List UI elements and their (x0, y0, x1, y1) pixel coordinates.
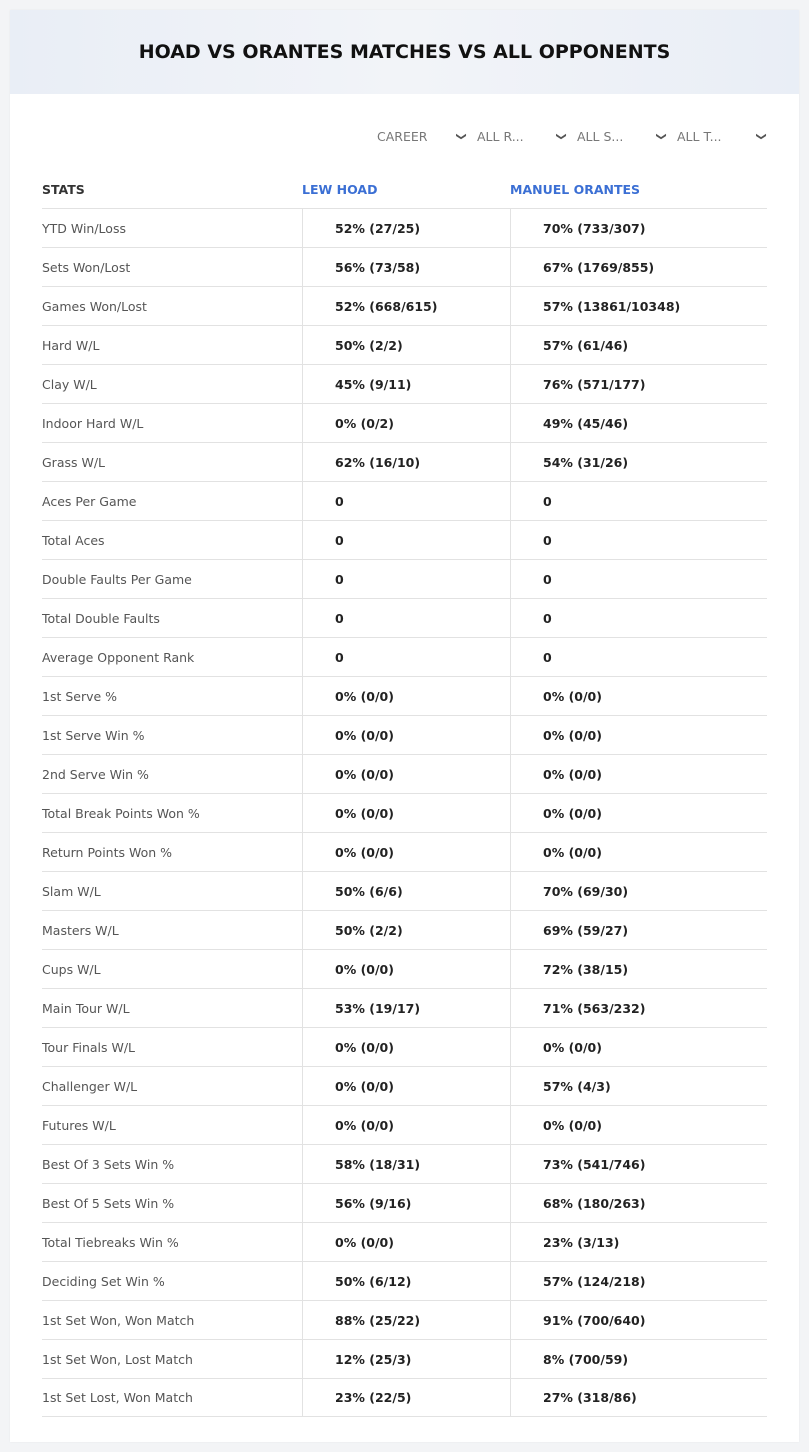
player2-value: 0% (0/0) (510, 1028, 767, 1066)
stat-label: Total Aces (42, 532, 105, 548)
player1-value: 0 (302, 599, 510, 637)
table-row (42, 364, 767, 403)
stat-label: 1st Set Lost, Won Match (42, 1390, 193, 1405)
table-row (42, 910, 767, 949)
table-row (42, 754, 767, 793)
filter-label: ALL S... (577, 128, 624, 144)
table-row (42, 715, 767, 754)
player1-value: 0% (0/0) (302, 950, 510, 988)
career-filter-select[interactable] (367, 126, 467, 146)
player2-value: 57% (13861/10348) (510, 287, 767, 325)
table-row (42, 1300, 767, 1339)
table-row (42, 988, 767, 1027)
stat-label: Indoor Hard W/L (42, 415, 144, 431)
round-filter-select[interactable] (467, 126, 567, 146)
table-row (42, 286, 767, 325)
player2-value: 67% (1769/855) (510, 248, 767, 286)
player1-value: 50% (2/2) (302, 911, 510, 949)
player1-value: 0% (0/0) (302, 1223, 510, 1261)
table-row (42, 1105, 767, 1144)
player2-value: 73% (541/746) (510, 1145, 767, 1183)
player1-value: 0% (0/0) (302, 677, 510, 715)
player2-value: 72% (38/15) (510, 950, 767, 988)
table-row (42, 1027, 767, 1066)
stat-label: 1st Set Won, Won Match (42, 1312, 195, 1328)
player2-value: 71% (563/232) (510, 989, 767, 1027)
player2-value: 68% (180/263) (510, 1184, 767, 1222)
stat-label: 1st Set Won, Lost Match (42, 1351, 193, 1367)
stat-label: Games Won/Lost (42, 298, 147, 314)
player1-value: 88% (25/22) (302, 1301, 510, 1339)
table-row (42, 637, 767, 676)
stat-label: 1st Serve % (42, 688, 118, 704)
stat-label: 1st Serve Win % (42, 727, 145, 743)
stats-card (10, 10, 799, 1442)
stat-label: Deciding Set Win % (42, 1273, 165, 1289)
player2-value: 70% (733/307) (510, 209, 767, 247)
player1-value: 50% (6/12) (302, 1262, 510, 1300)
player2-value: 27% (318/86) (510, 1379, 767, 1416)
table-row (42, 559, 767, 598)
filter-bar (367, 126, 767, 146)
player2-value: 0% (0/0) (510, 1106, 767, 1144)
stat-label: Aces Per Game (42, 493, 137, 509)
stat-label: Futures W/L (42, 1117, 116, 1133)
player1-value: 0 (302, 521, 510, 559)
table-row (42, 832, 767, 871)
tournament-filter-select[interactable] (667, 126, 767, 146)
stat-label: Slam W/L (42, 883, 101, 899)
player1-value: 0% (0/0) (302, 755, 510, 793)
stat-label: Sets Won/Lost (42, 259, 131, 275)
player1-value: 56% (9/16) (302, 1184, 510, 1222)
table-row (42, 793, 767, 832)
player1-value: 0% (0/0) (302, 833, 510, 871)
table-row (42, 247, 767, 286)
player1-value: 12% (25/3) (302, 1340, 510, 1378)
player1-value: 0% (0/0) (302, 1067, 510, 1105)
player2-value: 0 (510, 638, 767, 676)
player1-value: 52% (27/25) (302, 209, 510, 247)
player2-value: 57% (124/218) (510, 1262, 767, 1300)
table-row (42, 1339, 767, 1378)
player2-value: 0% (0/0) (510, 794, 767, 832)
table-row (42, 1261, 767, 1300)
card-header (10, 10, 799, 94)
player2-value: 69% (59/27) (510, 911, 767, 949)
table-row (42, 325, 767, 364)
stat-label: Grass W/L (42, 454, 106, 470)
table-row (42, 1378, 767, 1417)
table-header (42, 170, 767, 208)
stat-label: Tour Finals W/L (42, 1039, 136, 1055)
chevron-down-icon: ❯ (555, 131, 567, 141)
player2-value: 91% (700/640) (510, 1301, 767, 1339)
filter-label: ALL R... (477, 128, 524, 144)
player2-value: 0% (0/0) (510, 755, 767, 793)
player2-value: 0 (510, 521, 767, 559)
stat-label: Double Faults Per Game (42, 571, 192, 587)
table-row (42, 403, 767, 442)
table-row (42, 481, 767, 520)
player1-value: 23% (22/5) (302, 1379, 510, 1416)
player2-value: 49% (45/46) (510, 404, 767, 442)
player1-value: 58% (18/31) (302, 1145, 510, 1183)
player2-value: 0 (510, 599, 767, 637)
stat-label: 2nd Serve Win % (42, 766, 149, 782)
stat-label: Total Tiebreaks Win % (42, 1234, 179, 1250)
stat-label: Main Tour W/L (42, 1000, 130, 1016)
player2-value: 8% (700/59) (510, 1340, 767, 1378)
table-row (42, 598, 767, 637)
surface-filter-select[interactable] (567, 126, 667, 146)
table-row (42, 208, 767, 247)
player2-value: 0 (510, 560, 767, 598)
stat-label: Total Break Points Won % (42, 805, 200, 821)
stat-label: Total Double Faults (42, 610, 160, 626)
player1-value: 0 (302, 482, 510, 520)
player2-value: 0 (510, 482, 767, 520)
table-row (42, 1144, 767, 1183)
table-row (42, 1066, 767, 1105)
player2-value: 54% (31/26) (510, 443, 767, 481)
chevron-down-icon: ❯ (755, 131, 767, 141)
player1-value: 53% (19/17) (302, 989, 510, 1027)
stat-label: Hard W/L (42, 337, 100, 353)
player2-value: 0% (0/0) (510, 833, 767, 871)
player1-value: 0% (0/0) (302, 794, 510, 832)
player1-value: 50% (2/2) (302, 326, 510, 364)
player2-value: 57% (61/46) (510, 326, 767, 364)
player1-value: 0% (0/2) (302, 404, 510, 442)
stat-label: Challenger W/L (42, 1078, 138, 1094)
table-row (42, 949, 767, 988)
stat-label: Average Opponent Rank (42, 649, 195, 665)
filter-label: CAREER (377, 128, 428, 144)
stats-table (42, 208, 767, 1417)
table-row (42, 1183, 767, 1222)
stats-column-header: STATS (42, 181, 85, 197)
stat-label: Best Of 3 Sets Win % (42, 1156, 175, 1172)
table-row (42, 871, 767, 910)
table-row (42, 520, 767, 559)
stat-label: Return Points Won % (42, 844, 173, 860)
player1-value: 50% (6/6) (302, 872, 510, 910)
table-row (42, 442, 767, 481)
player1-value: 0% (0/0) (302, 716, 510, 754)
stat-label: YTD Win/Loss (42, 220, 126, 236)
player2-value: 76% (571/177) (510, 365, 767, 403)
player2-value: 0% (0/0) (510, 677, 767, 715)
player1-value: 0% (0/0) (302, 1106, 510, 1144)
player1-value: 0% (0/0) (302, 1028, 510, 1066)
player1-value: 62% (16/10) (302, 443, 510, 481)
player1-value: 0 (302, 638, 510, 676)
player2-value: 70% (69/30) (510, 872, 767, 910)
chevron-down-icon: ❯ (655, 131, 667, 141)
table-row (42, 676, 767, 715)
player1-value: 56% (73/58) (302, 248, 510, 286)
player1-value: 0 (302, 560, 510, 598)
player2-value: 57% (4/3) (510, 1067, 767, 1105)
filter-label: ALL T... (677, 128, 722, 144)
stat-label: Best Of 5 Sets Win % (42, 1195, 175, 1211)
player2-value: 23% (3/13) (510, 1223, 767, 1261)
page-title: HOAD VS ORANTES MATCHES VS ALL OPPONENTS (138, 41, 671, 63)
stat-label: Clay W/L (42, 376, 97, 392)
stat-label: Masters W/L (42, 922, 119, 938)
player2-value: 0% (0/0) (510, 716, 767, 754)
player1-link[interactable]: LEW HOAD (302, 181, 378, 197)
player1-value: 52% (668/615) (302, 287, 510, 325)
table-row (42, 1222, 767, 1261)
player1-value: 45% (9/11) (302, 365, 510, 403)
stat-label: Cups W/L (42, 961, 101, 977)
player2-link[interactable]: MANUEL ORANTES (510, 181, 641, 197)
chevron-down-icon: ❯ (455, 131, 467, 141)
